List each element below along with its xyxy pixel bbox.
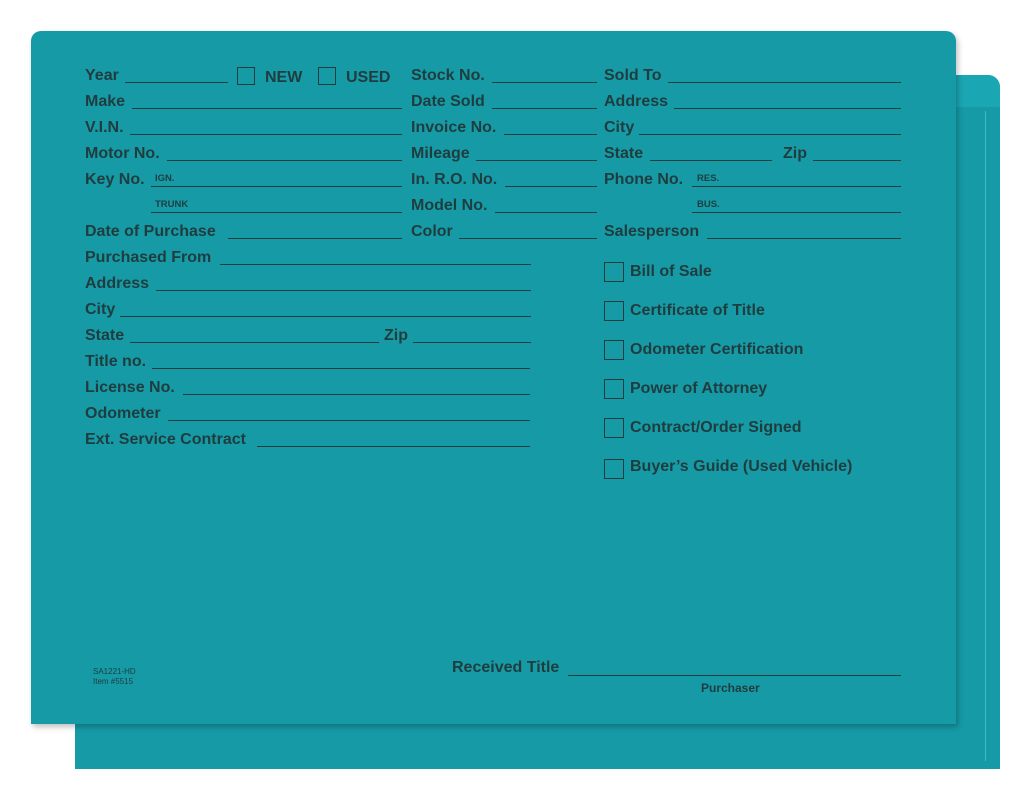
- make-field[interactable]: [132, 108, 402, 109]
- odometer-field[interactable]: [168, 420, 530, 421]
- phone-res-label: RES.: [697, 173, 720, 184]
- used-checkbox[interactable]: [318, 67, 336, 85]
- checklist-checkbox-contract-order-signed[interactable]: [604, 418, 624, 438]
- motor-no-label: Motor No.: [85, 145, 160, 162]
- phone-bus-label: BUS.: [697, 199, 720, 210]
- purchased-from-label: Purchased From: [85, 249, 212, 266]
- item-number: Item #5515: [93, 677, 134, 686]
- invoice-no-field[interactable]: [504, 134, 597, 135]
- checklist-checkbox-odometer-certification[interactable]: [604, 340, 624, 360]
- sold-state-field[interactable]: [650, 160, 772, 161]
- date-sold-field[interactable]: [492, 108, 597, 109]
- received-title-field[interactable]: [568, 675, 901, 676]
- sold-city-field[interactable]: [639, 134, 901, 135]
- folder-tab: [956, 75, 1000, 107]
- motor-no-field[interactable]: [167, 160, 402, 161]
- checklist-label-odometer-certification: Odometer Certification: [630, 341, 804, 358]
- date-sold-label: Date Sold: [411, 93, 485, 110]
- sold-address-field[interactable]: [674, 108, 901, 109]
- purchase-state-field[interactable]: [130, 342, 379, 343]
- sold-address-label: Address: [604, 93, 669, 110]
- checklist-checkbox-power-of-attorney[interactable]: [604, 379, 624, 399]
- in-ro-no-field[interactable]: [505, 186, 597, 187]
- checklist-label-contract-order-signed: Contract/Order Signed: [630, 419, 802, 436]
- sold-to-field[interactable]: [668, 82, 901, 83]
- checklist-label-power-of-attorney: Power of Attorney: [630, 380, 768, 397]
- model-no-field[interactable]: [495, 212, 597, 213]
- date-of-purchase-label: Date of Purchase: [85, 223, 216, 240]
- used-label: USED: [346, 69, 391, 86]
- received-title-label: Received Title: [452, 659, 560, 676]
- purchase-city-field[interactable]: [120, 316, 531, 317]
- phone-bus-field[interactable]: [692, 212, 901, 213]
- invoice-no-label: Invoice No.: [411, 119, 497, 136]
- mileage-label: Mileage: [411, 145, 470, 162]
- in-ro-no-label: In. R.O. No.: [411, 171, 498, 188]
- make-label: Make: [85, 93, 126, 110]
- ext-service-contract-label: Ext. Service Contract: [85, 431, 246, 448]
- key-ign-label: IGN.: [155, 173, 175, 184]
- purchase-zip-field[interactable]: [413, 342, 531, 343]
- title-no-field[interactable]: [152, 368, 530, 369]
- checklist-checkbox-certificate-of-title[interactable]: [604, 301, 624, 321]
- sold-zip-label: Zip: [783, 145, 807, 162]
- sold-state-label: State: [604, 145, 644, 162]
- license-no-field[interactable]: [183, 394, 530, 395]
- sold-to-label: Sold To: [604, 67, 662, 84]
- ext-service-contract-field[interactable]: [257, 446, 530, 447]
- purchase-state-label: State: [85, 327, 125, 344]
- checklist-label-bill-of-sale: Bill of Sale: [630, 263, 712, 280]
- key-trunk-label: TRUNK: [155, 199, 189, 210]
- date-of-purchase-field[interactable]: [228, 238, 402, 239]
- key-no-label: Key No.: [85, 171, 145, 188]
- salesperson-field[interactable]: [707, 238, 901, 239]
- purchase-zip-label: Zip: [384, 327, 408, 344]
- license-no-label: License No.: [85, 379, 175, 396]
- color-field[interactable]: [459, 238, 597, 239]
- purchased-from-field[interactable]: [220, 264, 531, 265]
- key-ign-field[interactable]: [151, 186, 402, 187]
- new-label: NEW: [265, 69, 303, 86]
- key-trunk-field[interactable]: [151, 212, 402, 213]
- sold-city-label: City: [604, 119, 635, 136]
- phone-res-field[interactable]: [692, 186, 901, 187]
- year-field[interactable]: [125, 82, 228, 83]
- title-no-label: Title no.: [85, 353, 147, 370]
- purchase-address-label: Address: [85, 275, 150, 292]
- vin-label: V.I.N.: [85, 119, 124, 136]
- model-no-label: Model No.: [411, 197, 488, 214]
- purchase-address-field[interactable]: [156, 290, 531, 291]
- checklist-label-certificate-of-title: Certificate of Title: [630, 302, 765, 319]
- checklist-checkbox-bill-of-sale[interactable]: [604, 262, 624, 282]
- checklist-label-buyers-guide: Buyer’s Guide (Used Vehicle): [630, 458, 853, 475]
- deal-jacket-form: [31, 31, 956, 724]
- purchaser-label: Purchaser: [701, 681, 760, 695]
- odometer-label: Odometer: [85, 405, 161, 422]
- form-code: SA1221-HD: [93, 667, 136, 676]
- purchase-city-label: City: [85, 301, 116, 318]
- stock-no-field[interactable]: [492, 82, 597, 83]
- mileage-field[interactable]: [476, 160, 597, 161]
- vin-field[interactable]: [130, 134, 402, 135]
- salesperson-label: Salesperson: [604, 223, 700, 240]
- year-label: Year: [85, 67, 119, 84]
- phone-no-label: Phone No.: [604, 171, 684, 188]
- sold-zip-field[interactable]: [813, 160, 901, 161]
- color-label: Color: [411, 223, 453, 240]
- new-checkbox[interactable]: [237, 67, 255, 85]
- folder-fold-line: [985, 111, 986, 761]
- stock-no-label: Stock No.: [411, 67, 485, 84]
- checklist-checkbox-buyers-guide[interactable]: [604, 459, 624, 479]
